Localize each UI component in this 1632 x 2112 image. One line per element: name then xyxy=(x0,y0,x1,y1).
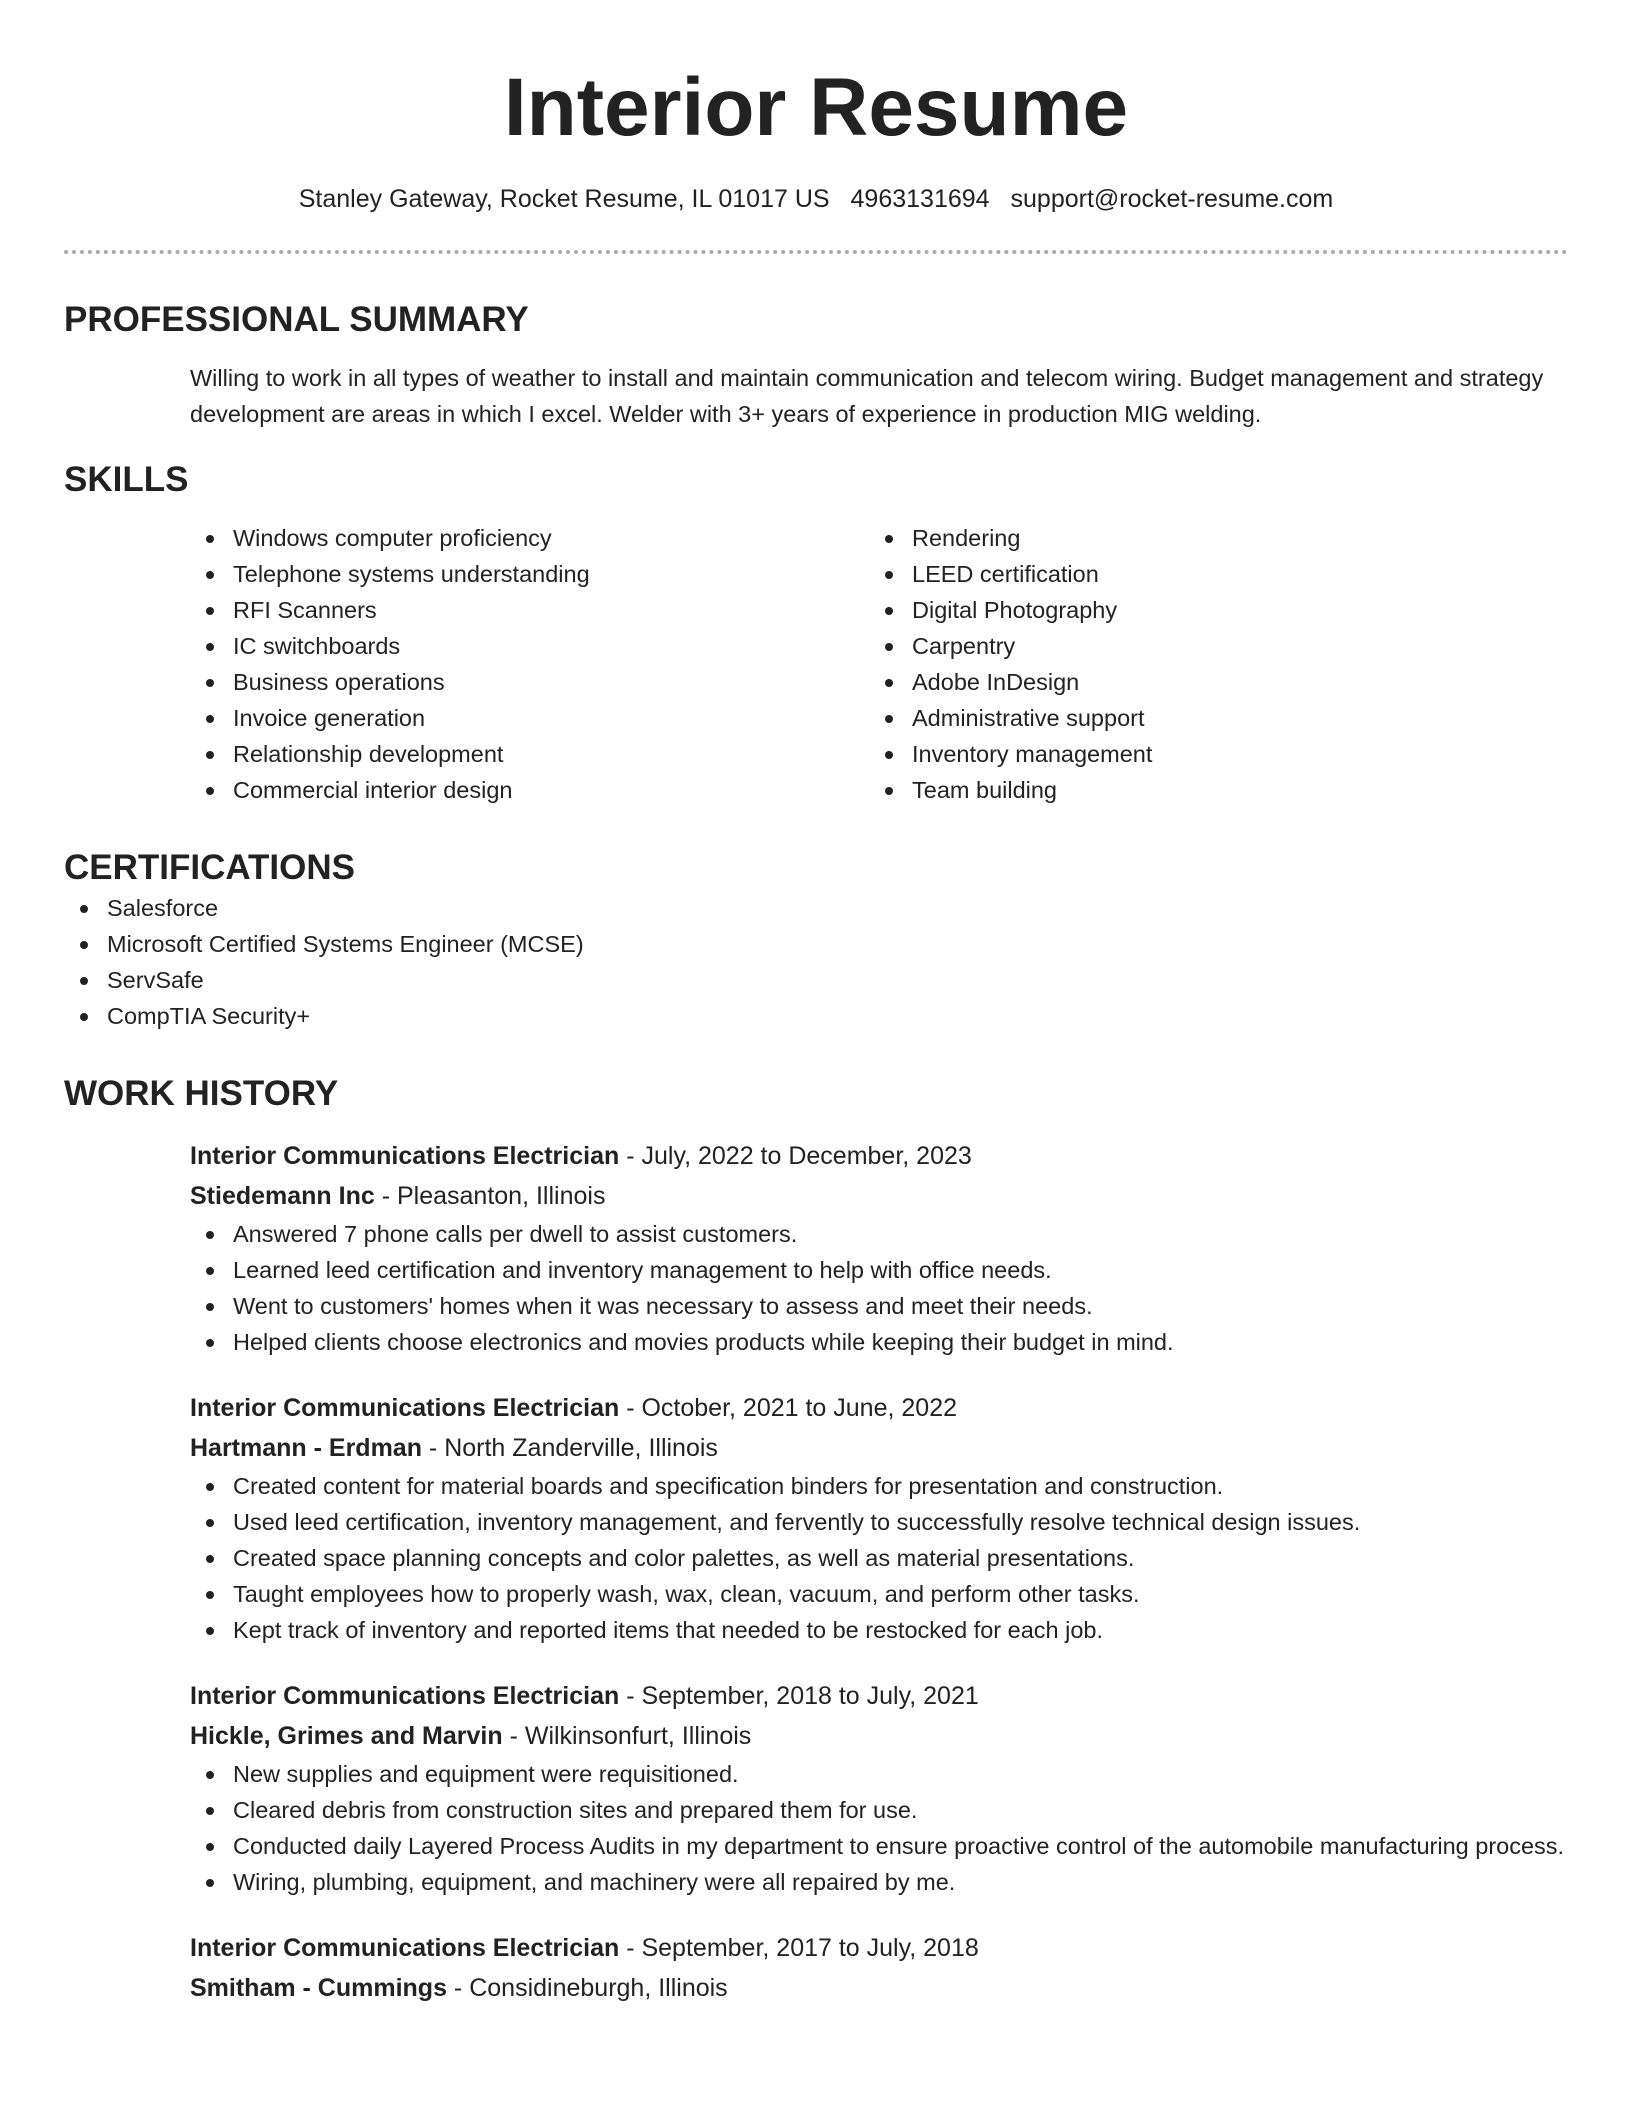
certification-item: Salesforce xyxy=(64,890,1568,926)
certifications-list xyxy=(64,890,1568,1034)
job-entry xyxy=(190,1388,1580,1648)
skill-item: RFI Scanners xyxy=(190,592,869,628)
skills-list-right xyxy=(869,520,1548,808)
work-history-section xyxy=(64,1072,1568,2008)
job-company: Hartmann - Erdman xyxy=(190,1434,422,1462)
skill-item: Digital Photography xyxy=(869,592,1548,628)
job-company-line xyxy=(190,1428,1580,1468)
job-bullet: Cleared debris from construction sites and prepared them for use. xyxy=(190,1792,1580,1828)
job-title-line xyxy=(190,1928,1580,1968)
skill-item: Windows computer proficiency xyxy=(190,520,869,556)
job-company-line xyxy=(190,1968,1580,2008)
job-entry xyxy=(190,1136,1580,1360)
job-location: - Wilkinsonfurt, Illinois xyxy=(502,1722,752,1750)
job-dates: - July, 2022 to December, 2023 xyxy=(619,1142,972,1170)
resume-page xyxy=(64,0,1568,2008)
job-bullet: Taught employees how to properly wash, wax, clean, vacuum, and perform other tasks. xyxy=(190,1576,1580,1612)
skill-item: Rendering xyxy=(869,520,1548,556)
job-bullet: Answered 7 phone calls per dwell to assist customers. xyxy=(190,1216,1580,1252)
skill-item: Inventory management xyxy=(869,736,1548,772)
skill-item: Relationship development xyxy=(190,736,869,772)
contact-phone: 4963131694 xyxy=(850,185,990,213)
skill-item: LEED certification xyxy=(869,556,1548,592)
job-bullets xyxy=(190,1756,1580,1900)
job-title-line xyxy=(190,1136,1580,1176)
job-location: - North Zanderville, Illinois xyxy=(421,1434,718,1462)
job-position: Interior Communications Electrician xyxy=(190,1142,620,1170)
job-bullet: Kept track of inventory and reported items that needed to be restocked for each job. xyxy=(190,1612,1580,1648)
resume-title: Interior Resume xyxy=(503,62,1129,153)
skill-item: Team building xyxy=(869,772,1548,808)
job-title-line xyxy=(190,1676,1580,1716)
skills-grid xyxy=(190,520,1568,808)
skill-item: Business operations xyxy=(190,664,869,700)
skills-list-left xyxy=(190,520,869,808)
skill-item: IC switchboards xyxy=(190,628,869,664)
contact-line xyxy=(64,182,1568,216)
contact-address: Stanley Gateway, Rocket Resume, IL 01017 US xyxy=(298,185,830,213)
certifications-heading: CERTIFICATIONS xyxy=(64,848,356,887)
job-position: Interior Communications Electrician xyxy=(190,1394,620,1422)
job-location: - Considineburgh, Illinois xyxy=(446,1974,728,2002)
job-bullet: Created content for material boards and specification binders for presentation and construction. xyxy=(190,1468,1580,1504)
job-bullets xyxy=(190,1216,1580,1360)
skill-item: Telephone systems understanding xyxy=(190,556,869,592)
header-divider xyxy=(64,250,1568,254)
job-bullet: New supplies and equipment were requisitioned. xyxy=(190,1756,1580,1792)
skill-item: Administrative support xyxy=(869,700,1548,736)
job-position: Interior Communications Electrician xyxy=(190,1682,620,1710)
job-dates: - September, 2017 to July, 2018 xyxy=(619,1934,979,1962)
skill-item: Carpentry xyxy=(869,628,1548,664)
certification-item: ServSafe xyxy=(64,962,1568,998)
certification-item: Microsoft Certified Systems Engineer (MCSE) xyxy=(64,926,1568,962)
job-bullet: Created space planning concepts and color palettes, as well as material presentations. xyxy=(190,1540,1580,1576)
certifications-section xyxy=(64,846,1568,1034)
job-company: Stiedemann Inc xyxy=(190,1182,375,1210)
job-bullet: Used leed certification, inventory management, and fervently to successfully resolve technical design issues. xyxy=(190,1504,1580,1540)
summary-text: Willing to work in all types of weather to install and maintain communication and telecom wiring. Budget management and strategy development are areas in which I excel. Welder with 3+ years of experience in production MIG welding. xyxy=(190,365,1544,427)
skill-item: Invoice generation xyxy=(190,700,869,736)
summary-heading: PROFESSIONAL SUMMARY xyxy=(64,300,529,339)
skill-item: Commercial interior design xyxy=(190,772,869,808)
job-company: Smitham - Cummings xyxy=(190,1974,447,2002)
skill-item: Adobe InDesign xyxy=(869,664,1548,700)
job-bullets xyxy=(190,1468,1580,1648)
job-company-line xyxy=(190,1176,1580,1216)
job-company-line xyxy=(190,1716,1580,1756)
job-entry xyxy=(190,1676,1580,1900)
job-bullet: Learned leed certification and inventory management to help with office needs. xyxy=(190,1252,1580,1288)
job-title-line xyxy=(190,1388,1580,1428)
contact-email: support@rocket-resume.com xyxy=(1010,185,1334,213)
skills-heading: SKILLS xyxy=(64,460,189,499)
job-position: Interior Communications Electrician xyxy=(190,1934,620,1962)
job-bullet: Wiring, plumbing, equipment, and machinery were all repaired by me. xyxy=(190,1864,1580,1900)
job-location: - Pleasanton, Illinois xyxy=(374,1182,606,1210)
job-bullet: Helped clients choose electronics and movies products while keeping their budget in mind. xyxy=(190,1324,1580,1360)
job-dates: - October, 2021 to June, 2022 xyxy=(619,1394,957,1422)
job-bullet: Conducted daily Layered Process Audits in my department to ensure proactive control of the automobile manufacturing process. xyxy=(190,1828,1580,1864)
job-bullet: Went to customers' homes when it was necessary to assess and meet their needs. xyxy=(190,1288,1580,1324)
job-dates: - September, 2018 to July, 2021 xyxy=(619,1682,979,1710)
work-history-heading: WORK HISTORY xyxy=(64,1074,339,1113)
certification-item: CompTIA Security+ xyxy=(64,998,1568,1034)
job-company: Hickle, Grimes and Marvin xyxy=(190,1722,503,1750)
job-entry xyxy=(190,1928,1580,2008)
summary-section xyxy=(64,298,1568,432)
skills-section xyxy=(64,458,1568,808)
